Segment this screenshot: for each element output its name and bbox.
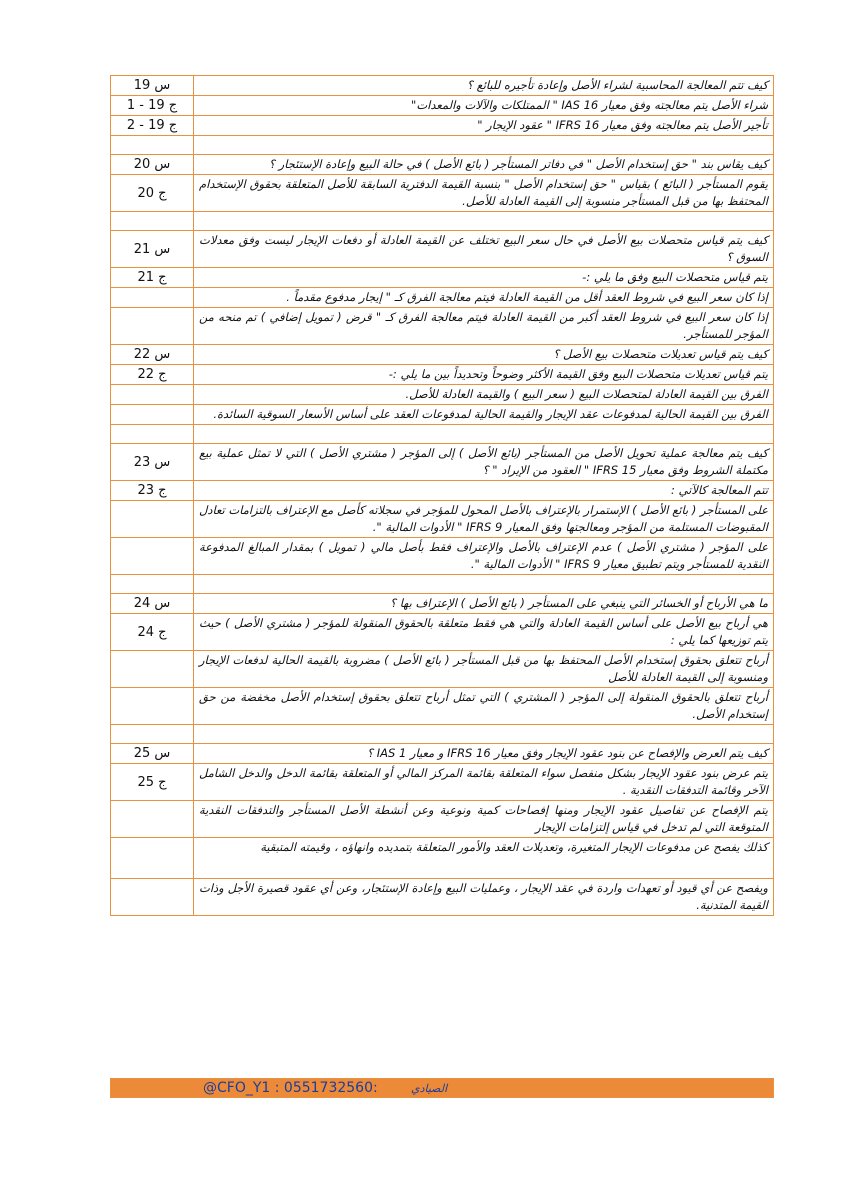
row-text: هي أرباح بيع الأصل على أساس القيمة العادلة والتي هي فقط متعلقة بالحقوق المنقولة للمؤجر ( مشتري الأصل ) حيث يتم توزيعها كما يلي : — [194, 614, 774, 651]
contact-info: @CFO_Y1 : 0551732560: — [203, 1080, 378, 1096]
qa-row — [111, 838, 774, 879]
qa-row — [111, 308, 774, 345]
row-text: إذا كان سعر البيع في شروط العقد أقل من القيمة العادلة فيتم معالجة الفرق كـ " إيجار مدفوع مقدماً . — [194, 288, 774, 308]
row-label: س 23 — [111, 444, 194, 481]
row-text — [194, 425, 774, 444]
spacer-row — [111, 575, 774, 594]
row-text: شراء الأصل يتم معالجته وفق معيار IAS 16 " الممتلكات والآلات والمعدات" — [194, 96, 774, 116]
qa-row — [111, 231, 774, 268]
spacer-row — [111, 212, 774, 231]
qa-row — [111, 345, 774, 365]
qa-sheet — [110, 75, 774, 916]
row-label: س 21 — [111, 231, 194, 268]
row-label — [111, 879, 194, 916]
qa-row — [111, 744, 774, 764]
row-label: ج 23 — [111, 481, 194, 501]
row-text: كيف يتم قياس تعديلات متحصلات بيع الأصل ؟ — [194, 345, 774, 365]
row-label: ج 24 — [111, 614, 194, 651]
row-text: إذا كان سعر البيع في شروط العقد أكبر من القيمة العادلة فيتم معالجة الفرق كـ " قرض ( تمويل إضافي ) تم منحه من المؤجر للمستأجر. — [194, 308, 774, 345]
row-label: ج 22 — [111, 365, 194, 385]
row-label: ج 19 - 2 — [111, 116, 194, 136]
qa-row — [111, 614, 774, 651]
qa-row — [111, 501, 774, 538]
row-label: س 20 — [111, 155, 194, 175]
row-label: ج 25 — [111, 764, 194, 801]
row-label — [111, 405, 194, 425]
qa-row — [111, 764, 774, 801]
row-text: الفرق بين القيمة الحالية لمدفوعات عقد الإيجار والقيمة الحالية لمدفوعات العقد على أساس الأسعار السوقية السائدة. — [194, 405, 774, 425]
footer-bar — [110, 1078, 774, 1098]
row-label: ج 21 — [111, 268, 194, 288]
row-label — [111, 575, 194, 594]
row-label — [111, 501, 194, 538]
qa-row — [111, 481, 774, 501]
row-text: على المؤجر ( مشتري الأصل ) عدم الإعتراف بالأصل والإعتراف فقط بأصل مالي ( تمويل ) بمقدار المبالغ المدفوعة النقدية للمستأجر ويتم تطبيق معيار IFRS 9 " الأدوات المالية ". — [194, 538, 774, 575]
row-label: س 19 — [111, 76, 194, 96]
spacer-row — [111, 136, 774, 155]
row-label: س 24 — [111, 594, 194, 614]
row-text: تأجير الأصل يتم معالجته وفق معيار IFRS 16 " عقود الإيجار " — [194, 116, 774, 136]
row-text: كيف يتم قياس متحصلات بيع الأصل في حال سعر البيع تختلف عن القيمة العادلة أو دفعات الإيجار ليست وفق معدلات السوق ؟ — [194, 231, 774, 268]
qa-row — [111, 801, 774, 838]
row-text: أرباح تتعلق بحقوق إستخدام الأصل المحتفظ بها من قبل المستأجر ( بائع الأصل ) مضروبة بالقيمة الحالية لدفعات الإيجار ومنسوبة إلى القيمة العادلة للأصل — [194, 651, 774, 688]
row-label: ج 20 — [111, 175, 194, 212]
qa-row — [111, 444, 774, 481]
qa-row — [111, 879, 774, 916]
row-text: الفرق بين القيمة العادلة لمتحصلات البيع ( سعر البيع ) والقيمة العادلة للأصل. — [194, 385, 774, 405]
row-text — [194, 725, 774, 744]
qa-row — [111, 688, 774, 725]
row-label — [111, 385, 194, 405]
row-label: س 25 — [111, 744, 194, 764]
row-text: يقوم المستأجر ( البائع ) بقياس " حق إستخدام الأصل " بنسبة القيمة الدفترية السابقة للأصل المتعلقة بحقوق الإستخدام المحتفظ بها من قبل المستأجر منسوبة إلى القيمة العادلة للأصل. — [194, 175, 774, 212]
qa-table — [110, 75, 774, 916]
row-label — [111, 308, 194, 345]
row-text — [194, 212, 774, 231]
row-text: تتم المعالجة كالآتي : — [194, 481, 774, 501]
row-text: كيف تتم المعالجة المحاسبية لشراء الأصل وإعادة تأجيره للبائع ؟ — [194, 76, 774, 96]
row-label — [111, 212, 194, 231]
qa-row — [111, 155, 774, 175]
row-label — [111, 838, 194, 879]
qa-row — [111, 385, 774, 405]
row-text: على المستأجر ( بائع الأصل ) الإستمرار بالإعتراف بالأصل المحول للمؤجر في سجلاته كأصل مع الإعتراف بالتزامات تعادل المقبوضات المستلمة من المؤجر ومعالجتها وفق المعيار IFRS 9 " الأدوات المالية ". — [194, 501, 774, 538]
qa-table-body — [111, 76, 774, 916]
spacer-row — [111, 725, 774, 744]
row-text: يتم قياس متحصلات البيع وفق ما يلي :- — [194, 268, 774, 288]
qa-row — [111, 365, 774, 385]
row-label — [111, 538, 194, 575]
row-label — [111, 801, 194, 838]
row-label — [111, 651, 194, 688]
row-label — [111, 136, 194, 155]
row-text: ما هي الأرباح أو الخسائر التي ينبغي على المستأجر ( بائع الأصل ) الإعتراف بها ؟ — [194, 594, 774, 614]
spacer-row — [111, 425, 774, 444]
row-text: أرباح تتعلق بالحقوق المنقولة إلى المؤجر ( المشتري ) التي تمثل أرباح تتعلق بحقوق إستخدام الأصل مخفضة من حق إستخدام الأصل. — [194, 688, 774, 725]
row-text: كيف يتم العرض والإفصاح عن بنود عقود الإيجار وفق معيار IFRS 16 و معيار IAS 1 ؟ — [194, 744, 774, 764]
row-label: ج 19 - 1 — [111, 96, 194, 116]
row-text: يتم عرض بنود عقود الإيجار بشكل منفصل سواء المتعلقة بقائمة المركز المالي أو المتعلقة بقائمة الدخل والدخل الشامل الآخر وقائمة التدفقات النقدية . — [194, 764, 774, 801]
row-text: يتم قياس تعديلات متحصلات البيع وفق القيمة الأكثر وضوحاً وتحديداً بين ما يلي :- — [194, 365, 774, 385]
row-label — [111, 288, 194, 308]
qa-row — [111, 116, 774, 136]
qa-row — [111, 288, 774, 308]
row-text — [194, 136, 774, 155]
qa-row — [111, 405, 774, 425]
author-name: الصيادي — [411, 1082, 448, 1095]
qa-row — [111, 76, 774, 96]
qa-row — [111, 96, 774, 116]
qa-row — [111, 651, 774, 688]
row-text: يتم الإفصاح عن تفاصيل عقود الإيجار ومنها إفصاحات كمية ونوعية وعن أنشطة الأصل المستأجر والتدفقات النقدية المتوقعة التي لم تدخل في قياس إلتزامات الإيجار — [194, 801, 774, 838]
row-label — [111, 688, 194, 725]
qa-row — [111, 594, 774, 614]
row-label: س 22 — [111, 345, 194, 365]
row-text: ويفصح عن أي قيود أو تعهدات واردة في عقد الإيجار ، وعمليات البيع وإعادة الإستئجار، وعن أي عقود قصيرة الأجل وذات القيمة المتدنية. — [194, 879, 774, 916]
row-text: كيف يقاس بند " حق إستخدام الأصل " في دفاتر المستأجر ( بائع الأصل ) في حالة البيع وإعادة الإستئجار ؟ — [194, 155, 774, 175]
row-text: كيف يتم معالجة عملية تحويل الأصل من المستأجر (بائع الأصل ) إلى المؤجر ( مشتري الأصل ) التي لا تمثل عملية بيع مكتملة الشروط وفق معيار IFRS 15 " العقود من الإيراد " ؟ — [194, 444, 774, 481]
row-text: كذلك يفصح عن مدفوعات الإيجار المتغيرة، وتعديلات العقد والأمور المتعلقة بتمديده وانهاؤه ، وقيمته المتبقية — [194, 838, 774, 879]
row-text — [194, 575, 774, 594]
row-label — [111, 425, 194, 444]
qa-row — [111, 538, 774, 575]
qa-row — [111, 268, 774, 288]
qa-row — [111, 175, 774, 212]
row-label — [111, 725, 194, 744]
